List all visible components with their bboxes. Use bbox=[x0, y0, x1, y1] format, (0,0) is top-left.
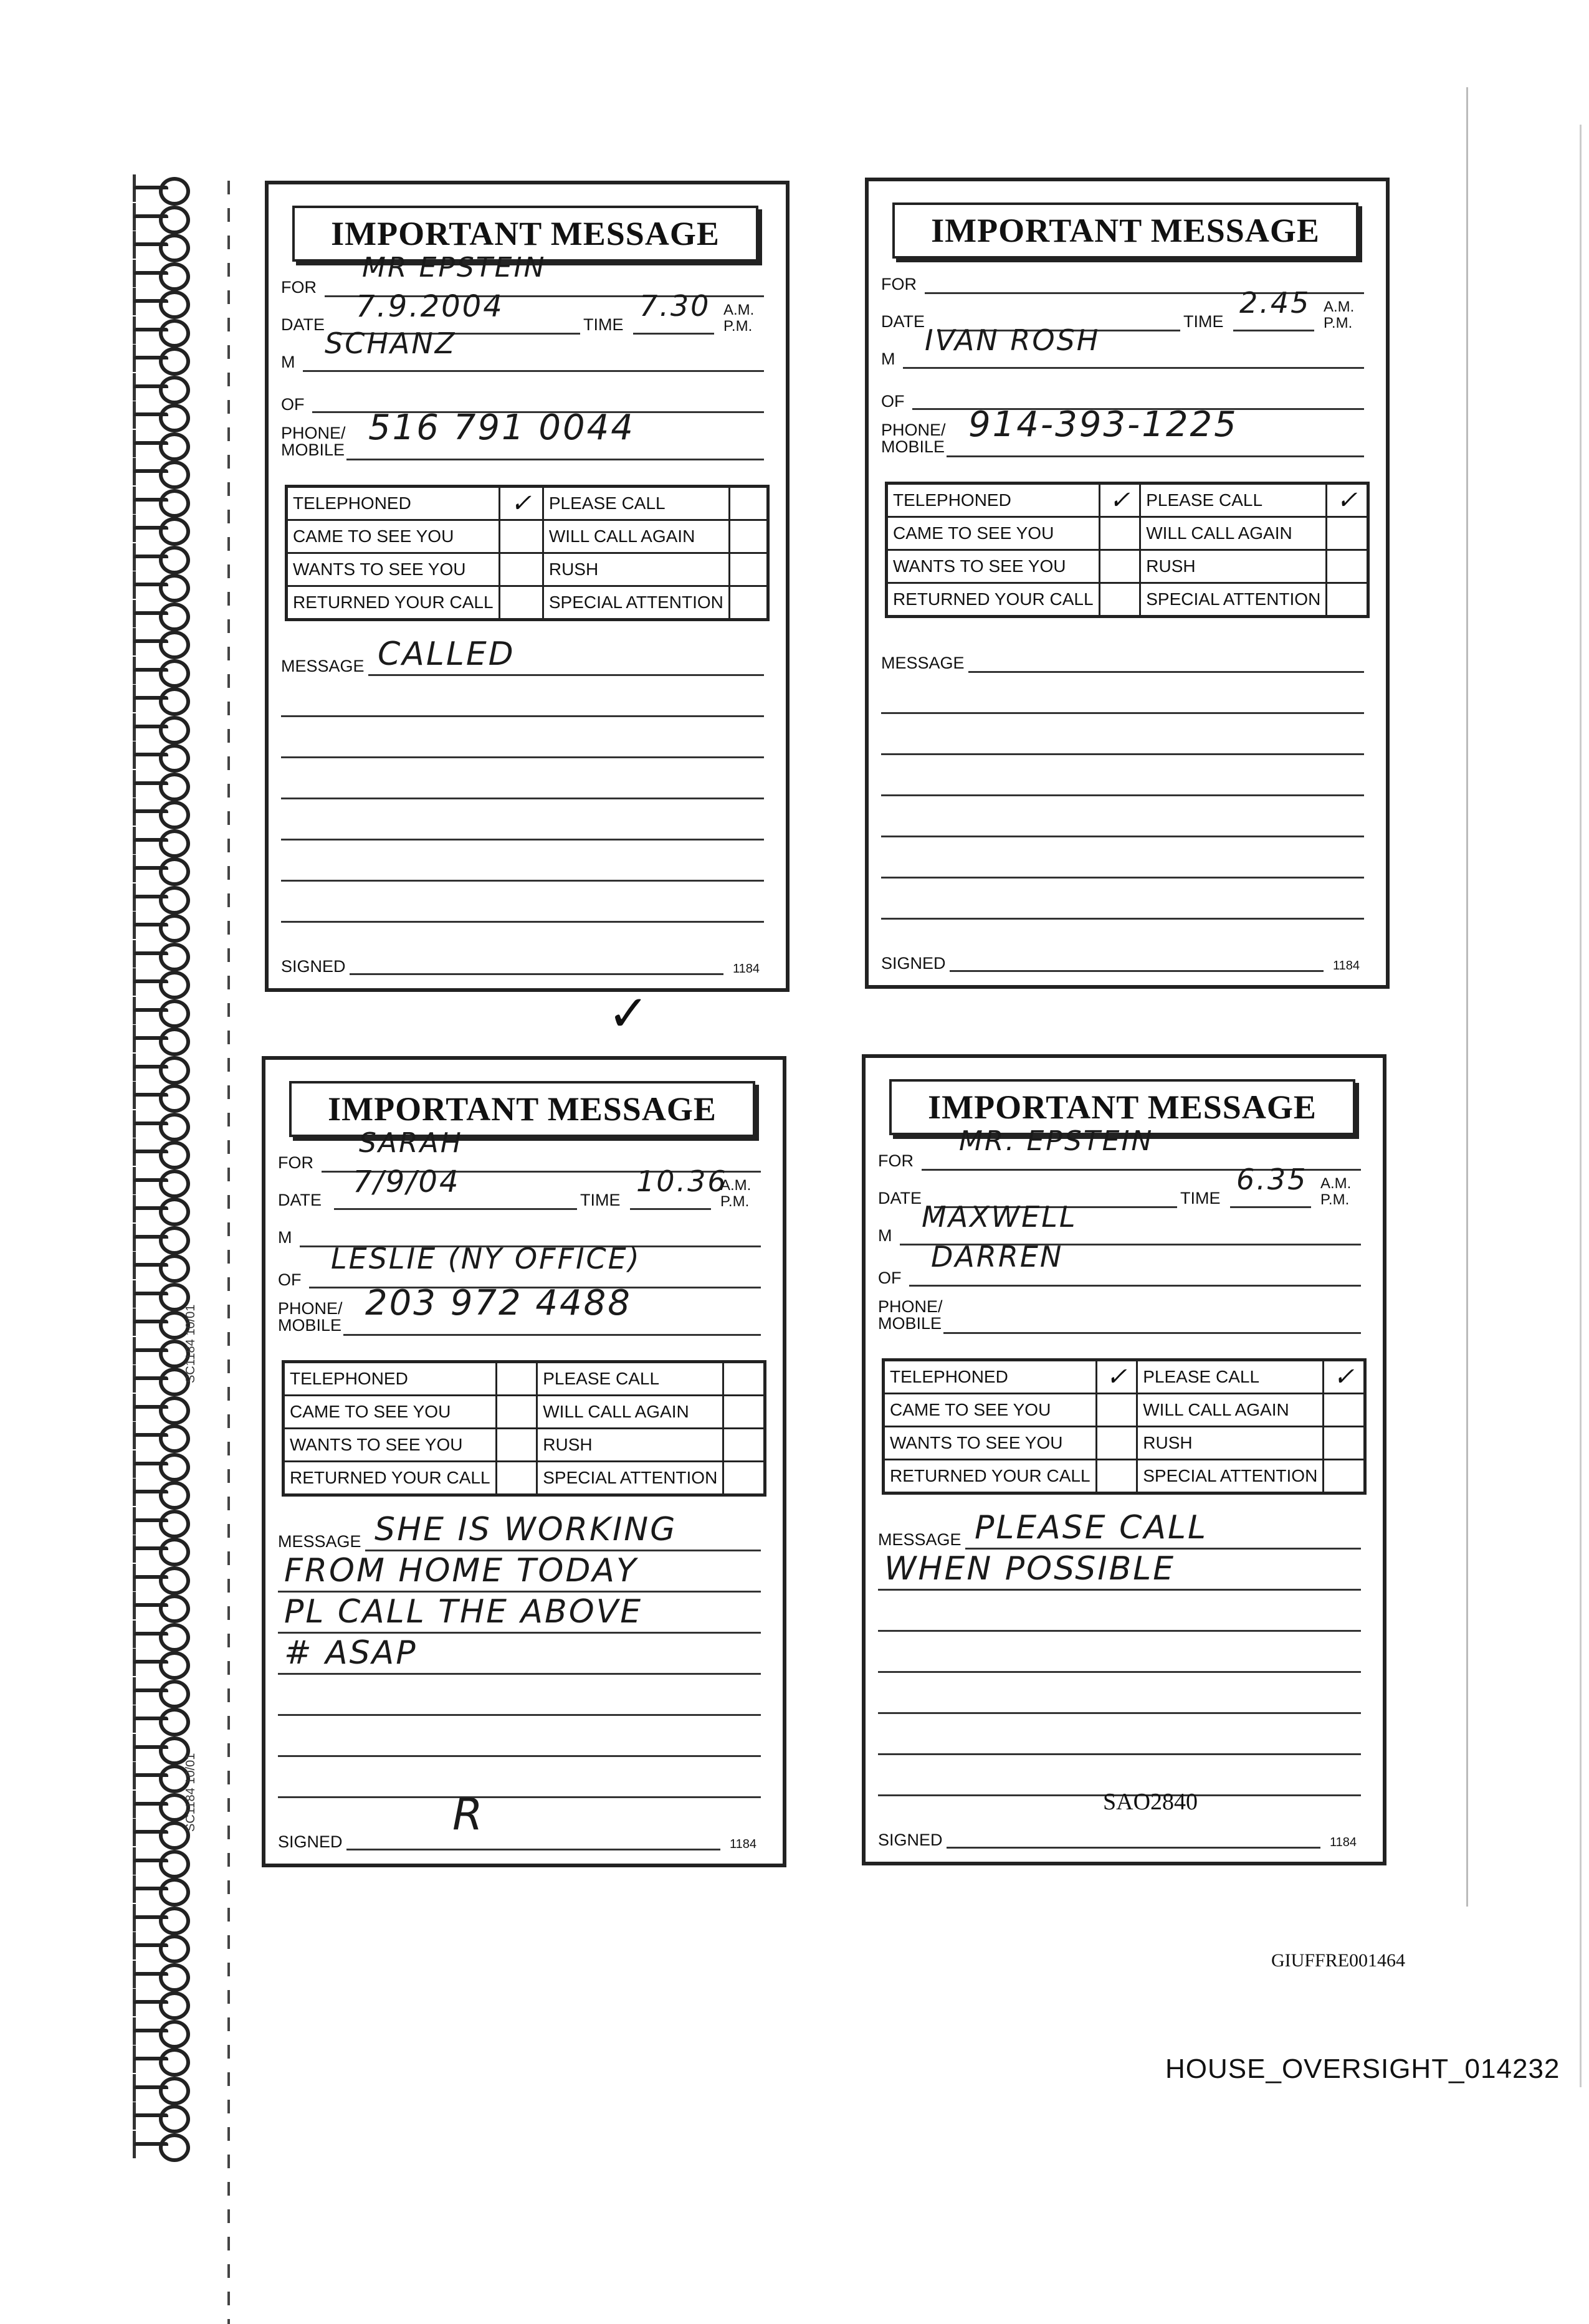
pm-label: P.M. bbox=[720, 1193, 750, 1210]
m-value: IVAN ROSH bbox=[925, 323, 1100, 357]
for-label: FOR bbox=[878, 1151, 914, 1170]
time-line bbox=[1233, 330, 1314, 331]
grid-row bbox=[884, 1460, 1365, 1493]
spiral-coil bbox=[128, 1677, 190, 1705]
option-label: SPECIAL ATTENTION bbox=[537, 1462, 723, 1495]
spiral-coil bbox=[128, 1025, 190, 1052]
mobile-label: MOBILE bbox=[278, 1316, 342, 1335]
spiral-coil bbox=[128, 1592, 190, 1619]
grid-row bbox=[887, 583, 1368, 617]
grid-row bbox=[884, 1427, 1365, 1460]
time-label: TIME bbox=[580, 1191, 621, 1209]
spiral-coil bbox=[128, 401, 190, 429]
option-checkbox[interactable] bbox=[1324, 1394, 1365, 1427]
option-label: RUSH bbox=[537, 1429, 723, 1462]
message-text: WHEN POSSIBLE bbox=[884, 1550, 1176, 1588]
check-mark: ✓ bbox=[608, 984, 650, 1042]
spiral-coil bbox=[128, 1535, 190, 1563]
option-label: RETURNED YOUR CALL bbox=[884, 1460, 1097, 1493]
message-label: MESSAGE bbox=[278, 1532, 361, 1551]
option-label: RETURNED YOUR CALL bbox=[887, 583, 1100, 617]
spiral-coil bbox=[128, 1762, 190, 1789]
message-text: # ASAP bbox=[284, 1634, 418, 1672]
spiral-coil bbox=[128, 317, 190, 344]
option-checkbox[interactable] bbox=[1099, 550, 1140, 583]
for-value: MR. EPSTEIN bbox=[959, 1125, 1154, 1157]
spiral-coil bbox=[128, 1252, 190, 1279]
date-value: 7/9/04 bbox=[353, 1164, 460, 1199]
message-form bbox=[265, 181, 790, 992]
spiral-coil bbox=[128, 1734, 190, 1761]
option-checkbox[interactable] bbox=[1327, 583, 1368, 617]
option-checkbox[interactable] bbox=[496, 1429, 537, 1462]
option-checkbox[interactable]: ✓ bbox=[1327, 483, 1368, 517]
option-checkbox[interactable] bbox=[499, 520, 543, 553]
message-line bbox=[881, 877, 1364, 879]
phone-line bbox=[947, 455, 1364, 457]
option-label: WILL CALL AGAIN bbox=[543, 520, 729, 553]
message-line bbox=[881, 753, 1364, 755]
for-label: FOR bbox=[281, 278, 317, 297]
message-line bbox=[881, 836, 1364, 837]
spiral-coil bbox=[128, 1621, 190, 1648]
time-label: TIME bbox=[1180, 1189, 1221, 1207]
of-label: OF bbox=[281, 395, 305, 414]
option-label: SPECIAL ATTENTION bbox=[1137, 1460, 1324, 1493]
message-label: MESSAGE bbox=[878, 1530, 962, 1549]
option-label: CAME TO SEE YOU bbox=[884, 1394, 1097, 1427]
option-checkbox[interactable] bbox=[1099, 517, 1140, 550]
spiral-coil bbox=[128, 741, 190, 769]
spiral-coil bbox=[128, 1932, 190, 1960]
grid-row bbox=[287, 487, 768, 520]
spiral-coil bbox=[128, 1989, 190, 2016]
message-text: PLEASE CALL bbox=[975, 1509, 1208, 1546]
spiral-coil bbox=[128, 1167, 190, 1194]
checkbox-grid bbox=[882, 1358, 1367, 1495]
option-label: RETURNED YOUR CALL bbox=[287, 586, 500, 620]
of-value: DARREN bbox=[931, 1240, 1064, 1274]
message-line bbox=[281, 839, 764, 841]
spiral-coil bbox=[128, 2102, 190, 2130]
of-label: OF bbox=[278, 1270, 302, 1289]
date-label: DATE bbox=[281, 315, 325, 334]
spiral-coil bbox=[128, 1847, 190, 1875]
time-value: 6.35 bbox=[1236, 1163, 1308, 1196]
option-checkbox[interactable] bbox=[1324, 1427, 1365, 1460]
spiral-coil bbox=[128, 174, 190, 202]
message-line bbox=[278, 1632, 761, 1634]
spiral-coil bbox=[128, 571, 190, 599]
spiral-coil bbox=[128, 1875, 190, 1903]
option-label: CAME TO SEE YOU bbox=[284, 1396, 497, 1429]
grid-row bbox=[287, 586, 768, 620]
m-value: SCHANZ bbox=[325, 326, 457, 360]
of-value: LESLIE (NY OFFICE) bbox=[331, 1242, 641, 1275]
option-label: PLEASE CALL bbox=[537, 1362, 723, 1396]
message-label: MESSAGE bbox=[281, 657, 365, 675]
checkbox-grid bbox=[285, 485, 770, 621]
m-line bbox=[303, 370, 764, 372]
grid-row bbox=[287, 520, 768, 553]
spiral-coil bbox=[128, 968, 190, 996]
spiral-coil bbox=[128, 1422, 190, 1449]
message-line bbox=[968, 671, 1364, 673]
option-label: TELEPHONED bbox=[887, 483, 1100, 517]
date-label: DATE bbox=[881, 312, 925, 331]
spiral-coil bbox=[128, 543, 190, 571]
spiral-coil bbox=[128, 600, 190, 627]
grid-row bbox=[284, 1396, 765, 1429]
option-label: TELEPHONED bbox=[284, 1362, 497, 1396]
option-label: PLEASE CALL bbox=[1140, 483, 1327, 517]
phone-value: 516 791 0044 bbox=[368, 407, 635, 448]
option-label: RUSH bbox=[543, 553, 729, 586]
phone-label: PHONE/ bbox=[281, 424, 346, 442]
time-label: TIME bbox=[1183, 312, 1224, 331]
for-label: FOR bbox=[278, 1153, 313, 1172]
message-line bbox=[965, 1548, 1361, 1550]
signed-value: R bbox=[452, 1789, 485, 1840]
spiral-coil bbox=[128, 1705, 190, 1733]
spiral-coil bbox=[128, 1082, 190, 1109]
mobile-label: MOBILE bbox=[881, 437, 945, 456]
checkbox-grid bbox=[885, 482, 1370, 618]
option-checkbox[interactable] bbox=[1327, 517, 1368, 550]
grid-row bbox=[887, 483, 1368, 517]
message-line bbox=[881, 712, 1364, 714]
spiral-coil bbox=[128, 997, 190, 1024]
option-checkbox[interactable] bbox=[729, 487, 768, 520]
option-checkbox[interactable] bbox=[723, 1396, 765, 1429]
option-label: WANTS TO SEE YOU bbox=[287, 553, 500, 586]
option-label: WILL CALL AGAIN bbox=[1137, 1394, 1324, 1427]
option-checkbox[interactable] bbox=[729, 553, 768, 586]
option-checkbox[interactable] bbox=[729, 520, 768, 553]
spiral-coil bbox=[128, 2131, 190, 2158]
stamp-code: SAO2840 bbox=[1103, 1789, 1198, 1815]
option-checkbox[interactable] bbox=[496, 1462, 537, 1495]
message-line bbox=[365, 1550, 761, 1551]
pm-label: P.M. bbox=[1320, 1191, 1350, 1208]
option-checkbox[interactable] bbox=[499, 586, 543, 620]
message-line bbox=[278, 1796, 761, 1798]
spiral-coil bbox=[128, 855, 190, 882]
time-line bbox=[630, 1208, 711, 1210]
phone-label: PHONE/ bbox=[278, 1299, 343, 1318]
grid-row bbox=[887, 517, 1368, 550]
phone-label: PHONE/ bbox=[878, 1297, 943, 1316]
option-label: CAME TO SEE YOU bbox=[287, 520, 500, 553]
form-code: 1184 bbox=[730, 1837, 757, 1851]
message-line bbox=[278, 1673, 761, 1675]
side-print: SC1184 10/01 bbox=[184, 1753, 198, 1832]
grid-row bbox=[284, 1429, 765, 1462]
spiral-coil bbox=[128, 1649, 190, 1676]
option-label: WANTS TO SEE YOU bbox=[884, 1427, 1097, 1460]
spiral-coil bbox=[128, 827, 190, 854]
signed-label: SIGNED bbox=[281, 957, 346, 976]
spiral-coil bbox=[128, 713, 190, 741]
signed-line bbox=[950, 970, 1324, 972]
m-line bbox=[903, 367, 1364, 369]
signed-label: SIGNED bbox=[878, 1831, 943, 1849]
option-checkbox[interactable] bbox=[1327, 550, 1368, 583]
message-text: PL CALL THE ABOVE bbox=[284, 1593, 643, 1631]
spiral-coil bbox=[128, 1224, 190, 1251]
form-code: 1184 bbox=[1333, 959, 1360, 973]
spiral-coil bbox=[128, 487, 190, 514]
spiral-coil bbox=[128, 373, 190, 401]
option-label: WANTS TO SEE YOU bbox=[284, 1429, 497, 1462]
option-label: RUSH bbox=[1137, 1427, 1324, 1460]
message-line bbox=[368, 674, 764, 676]
am-label: A.M. bbox=[720, 1177, 752, 1194]
option-label: PLEASE CALL bbox=[1137, 1360, 1324, 1394]
option-label: WANTS TO SEE YOU bbox=[887, 550, 1100, 583]
message-text: SHE IS WORKING bbox=[375, 1511, 677, 1548]
pm-label: P.M. bbox=[1324, 315, 1353, 331]
message-line bbox=[878, 1753, 1361, 1755]
message-text: CALLED bbox=[378, 636, 515, 673]
option-checkbox[interactable] bbox=[723, 1462, 765, 1495]
form-code: 1184 bbox=[733, 962, 760, 976]
time-value: 7.30 bbox=[639, 289, 711, 323]
spiral-coil bbox=[128, 1337, 190, 1364]
spiral-coil bbox=[128, 1819, 190, 1846]
form-title: IMPORTANT MESSAGE bbox=[889, 1079, 1355, 1135]
spiral-coil bbox=[128, 2017, 190, 2045]
message-line bbox=[278, 1714, 761, 1716]
message-line bbox=[281, 715, 764, 717]
spiral-coil bbox=[128, 1791, 190, 1818]
message-line bbox=[878, 1671, 1361, 1673]
phone-value: 914-393-1225 bbox=[968, 404, 1238, 445]
spiral-coil bbox=[128, 628, 190, 655]
message-line bbox=[878, 1630, 1361, 1632]
option-checkbox[interactable] bbox=[496, 1396, 537, 1429]
time-line bbox=[633, 333, 714, 335]
message-form bbox=[262, 1056, 786, 1867]
spiral-coil bbox=[128, 1280, 190, 1308]
spiral-coil bbox=[128, 2045, 190, 2073]
spiral-coil bbox=[128, 1507, 190, 1535]
perforation-line bbox=[227, 181, 230, 2324]
option-label: CAME TO SEE YOU bbox=[887, 517, 1100, 550]
spiral-coil bbox=[128, 260, 190, 287]
option-checkbox[interactable] bbox=[1096, 1394, 1137, 1427]
option-checkbox[interactable] bbox=[723, 1429, 765, 1462]
grid-row bbox=[284, 1362, 765, 1396]
date-line bbox=[334, 1208, 577, 1210]
message-line bbox=[278, 1755, 761, 1757]
grid-row bbox=[287, 553, 768, 586]
option-checkbox[interactable]: ✓ bbox=[1324, 1360, 1365, 1394]
message-line bbox=[281, 756, 764, 758]
time-line bbox=[1230, 1206, 1311, 1208]
message-form bbox=[862, 1054, 1386, 1865]
spiral-coil bbox=[128, 798, 190, 826]
m-label: M bbox=[881, 350, 895, 368]
date-value: 7.9.2004 bbox=[356, 289, 504, 324]
signed-line bbox=[947, 1847, 1320, 1849]
of-label: OF bbox=[878, 1269, 902, 1287]
spiral-binding bbox=[128, 174, 203, 2318]
form-title: IMPORTANT MESSAGE bbox=[292, 206, 758, 262]
of-label: OF bbox=[881, 392, 905, 411]
option-label: SPECIAL ATTENTION bbox=[1140, 583, 1327, 617]
option-label: WILL CALL AGAIN bbox=[1140, 517, 1327, 550]
spiral-coil bbox=[128, 940, 190, 968]
spiral-coil bbox=[128, 685, 190, 712]
option-label: PLEASE CALL bbox=[543, 487, 729, 520]
grid-row bbox=[284, 1462, 765, 1495]
spiral-coil bbox=[128, 1394, 190, 1421]
message-form bbox=[865, 178, 1390, 989]
phone-value: 203 972 4488 bbox=[365, 1283, 632, 1323]
date-label: DATE bbox=[878, 1189, 922, 1207]
spiral-coil bbox=[128, 515, 190, 542]
mobile-label: MOBILE bbox=[878, 1314, 942, 1333]
option-checkbox[interactable] bbox=[496, 1362, 537, 1396]
spiral-coil bbox=[128, 458, 190, 485]
message-line bbox=[878, 1589, 1361, 1591]
message-line bbox=[881, 794, 1364, 796]
spiral-coil bbox=[128, 203, 190, 231]
grid-row bbox=[884, 1360, 1365, 1394]
message-line bbox=[881, 918, 1364, 920]
option-label: RETURNED YOUR CALL bbox=[284, 1462, 497, 1495]
option-checkbox[interactable]: ✓ bbox=[1096, 1360, 1137, 1394]
message-line bbox=[878, 1712, 1361, 1714]
grid-row bbox=[887, 550, 1368, 583]
signed-label: SIGNED bbox=[881, 954, 946, 973]
document-id: GIUFFRE001464 bbox=[1271, 1950, 1406, 1971]
option-checkbox[interactable] bbox=[1096, 1460, 1137, 1493]
for-value: MR EPSTEIN bbox=[362, 252, 546, 283]
spiral-coil bbox=[128, 231, 190, 259]
message-line bbox=[281, 880, 764, 882]
option-label: TELEPHONED bbox=[287, 487, 500, 520]
message-label: MESSAGE bbox=[881, 654, 965, 672]
spiral-coil bbox=[128, 1054, 190, 1081]
side-print: SC1184 10/01 bbox=[184, 1304, 198, 1383]
form-title: IMPORTANT MESSAGE bbox=[289, 1081, 755, 1137]
message-line bbox=[281, 798, 764, 799]
spiral-coil bbox=[128, 1564, 190, 1591]
of-line bbox=[909, 1285, 1361, 1287]
m-value: MAXWELL bbox=[922, 1200, 1077, 1234]
option-label: WILL CALL AGAIN bbox=[537, 1396, 723, 1429]
spiral-coil bbox=[128, 1365, 190, 1393]
date-label: DATE bbox=[278, 1191, 322, 1209]
spiral-coil bbox=[128, 288, 190, 315]
option-checkbox[interactable]: ✓ bbox=[499, 487, 543, 520]
pm-label: P.M. bbox=[723, 318, 753, 335]
option-label: RUSH bbox=[1140, 550, 1327, 583]
option-checkbox[interactable] bbox=[729, 586, 768, 620]
spiral-coil bbox=[128, 883, 190, 911]
am-label: A.M. bbox=[1324, 298, 1355, 315]
for-value: SARAH bbox=[359, 1127, 463, 1159]
for-label: FOR bbox=[881, 275, 917, 293]
spiral-coil bbox=[128, 1110, 190, 1138]
option-checkbox[interactable] bbox=[1099, 583, 1140, 617]
option-label: TELEPHONED bbox=[884, 1360, 1097, 1394]
am-label: A.M. bbox=[723, 302, 755, 318]
checkbox-grid bbox=[282, 1360, 766, 1497]
message-text: FROM HOME TODAY bbox=[284, 1552, 638, 1589]
time-value: 2.45 bbox=[1239, 286, 1311, 320]
phone-line bbox=[346, 459, 764, 460]
form-title: IMPORTANT MESSAGE bbox=[892, 202, 1358, 259]
spiral-coil bbox=[128, 1138, 190, 1166]
spiral-coil bbox=[128, 1479, 190, 1506]
time-label: TIME bbox=[583, 315, 624, 334]
spiral-coil bbox=[128, 1195, 190, 1222]
page-edge bbox=[1580, 125, 1582, 2087]
option-checkbox[interactable] bbox=[499, 553, 543, 586]
phone-line bbox=[343, 1334, 761, 1336]
message-line bbox=[278, 1591, 761, 1593]
spiral-coil bbox=[128, 1308, 190, 1336]
time-value: 10.36 bbox=[636, 1164, 728, 1198]
spiral-coil bbox=[128, 345, 190, 372]
spiral-coil bbox=[128, 657, 190, 684]
spiral-coil bbox=[128, 770, 190, 798]
spiral-coil bbox=[128, 1961, 190, 1988]
am-label: A.M. bbox=[1320, 1175, 1352, 1192]
m-label: M bbox=[278, 1228, 292, 1247]
option-checkbox[interactable] bbox=[723, 1362, 765, 1396]
bates-number: HOUSE_OVERSIGHT_014232 bbox=[1165, 2054, 1560, 2084]
signed-line bbox=[350, 973, 723, 975]
signed-line bbox=[346, 1849, 720, 1850]
option-checkbox[interactable]: ✓ bbox=[1099, 483, 1140, 517]
option-checkbox[interactable] bbox=[1096, 1427, 1137, 1460]
page-edge bbox=[1466, 87, 1468, 1907]
spiral-coil bbox=[128, 2074, 190, 2102]
spiral-coil bbox=[128, 430, 190, 457]
signed-label: SIGNED bbox=[278, 1832, 343, 1851]
message-line bbox=[281, 921, 764, 923]
spiral-coil bbox=[128, 912, 190, 939]
m-label: M bbox=[878, 1226, 892, 1245]
spiral-coil bbox=[128, 1904, 190, 1931]
phone-line bbox=[943, 1332, 1361, 1334]
mobile-label: MOBILE bbox=[281, 441, 345, 459]
form-code: 1184 bbox=[1330, 1836, 1357, 1849]
spiral-coil bbox=[128, 1450, 190, 1478]
m-label: M bbox=[281, 353, 295, 371]
grid-row bbox=[884, 1394, 1365, 1427]
phone-label: PHONE/ bbox=[881, 421, 946, 439]
option-checkbox[interactable] bbox=[1324, 1460, 1365, 1493]
option-label: SPECIAL ATTENTION bbox=[543, 586, 729, 620]
